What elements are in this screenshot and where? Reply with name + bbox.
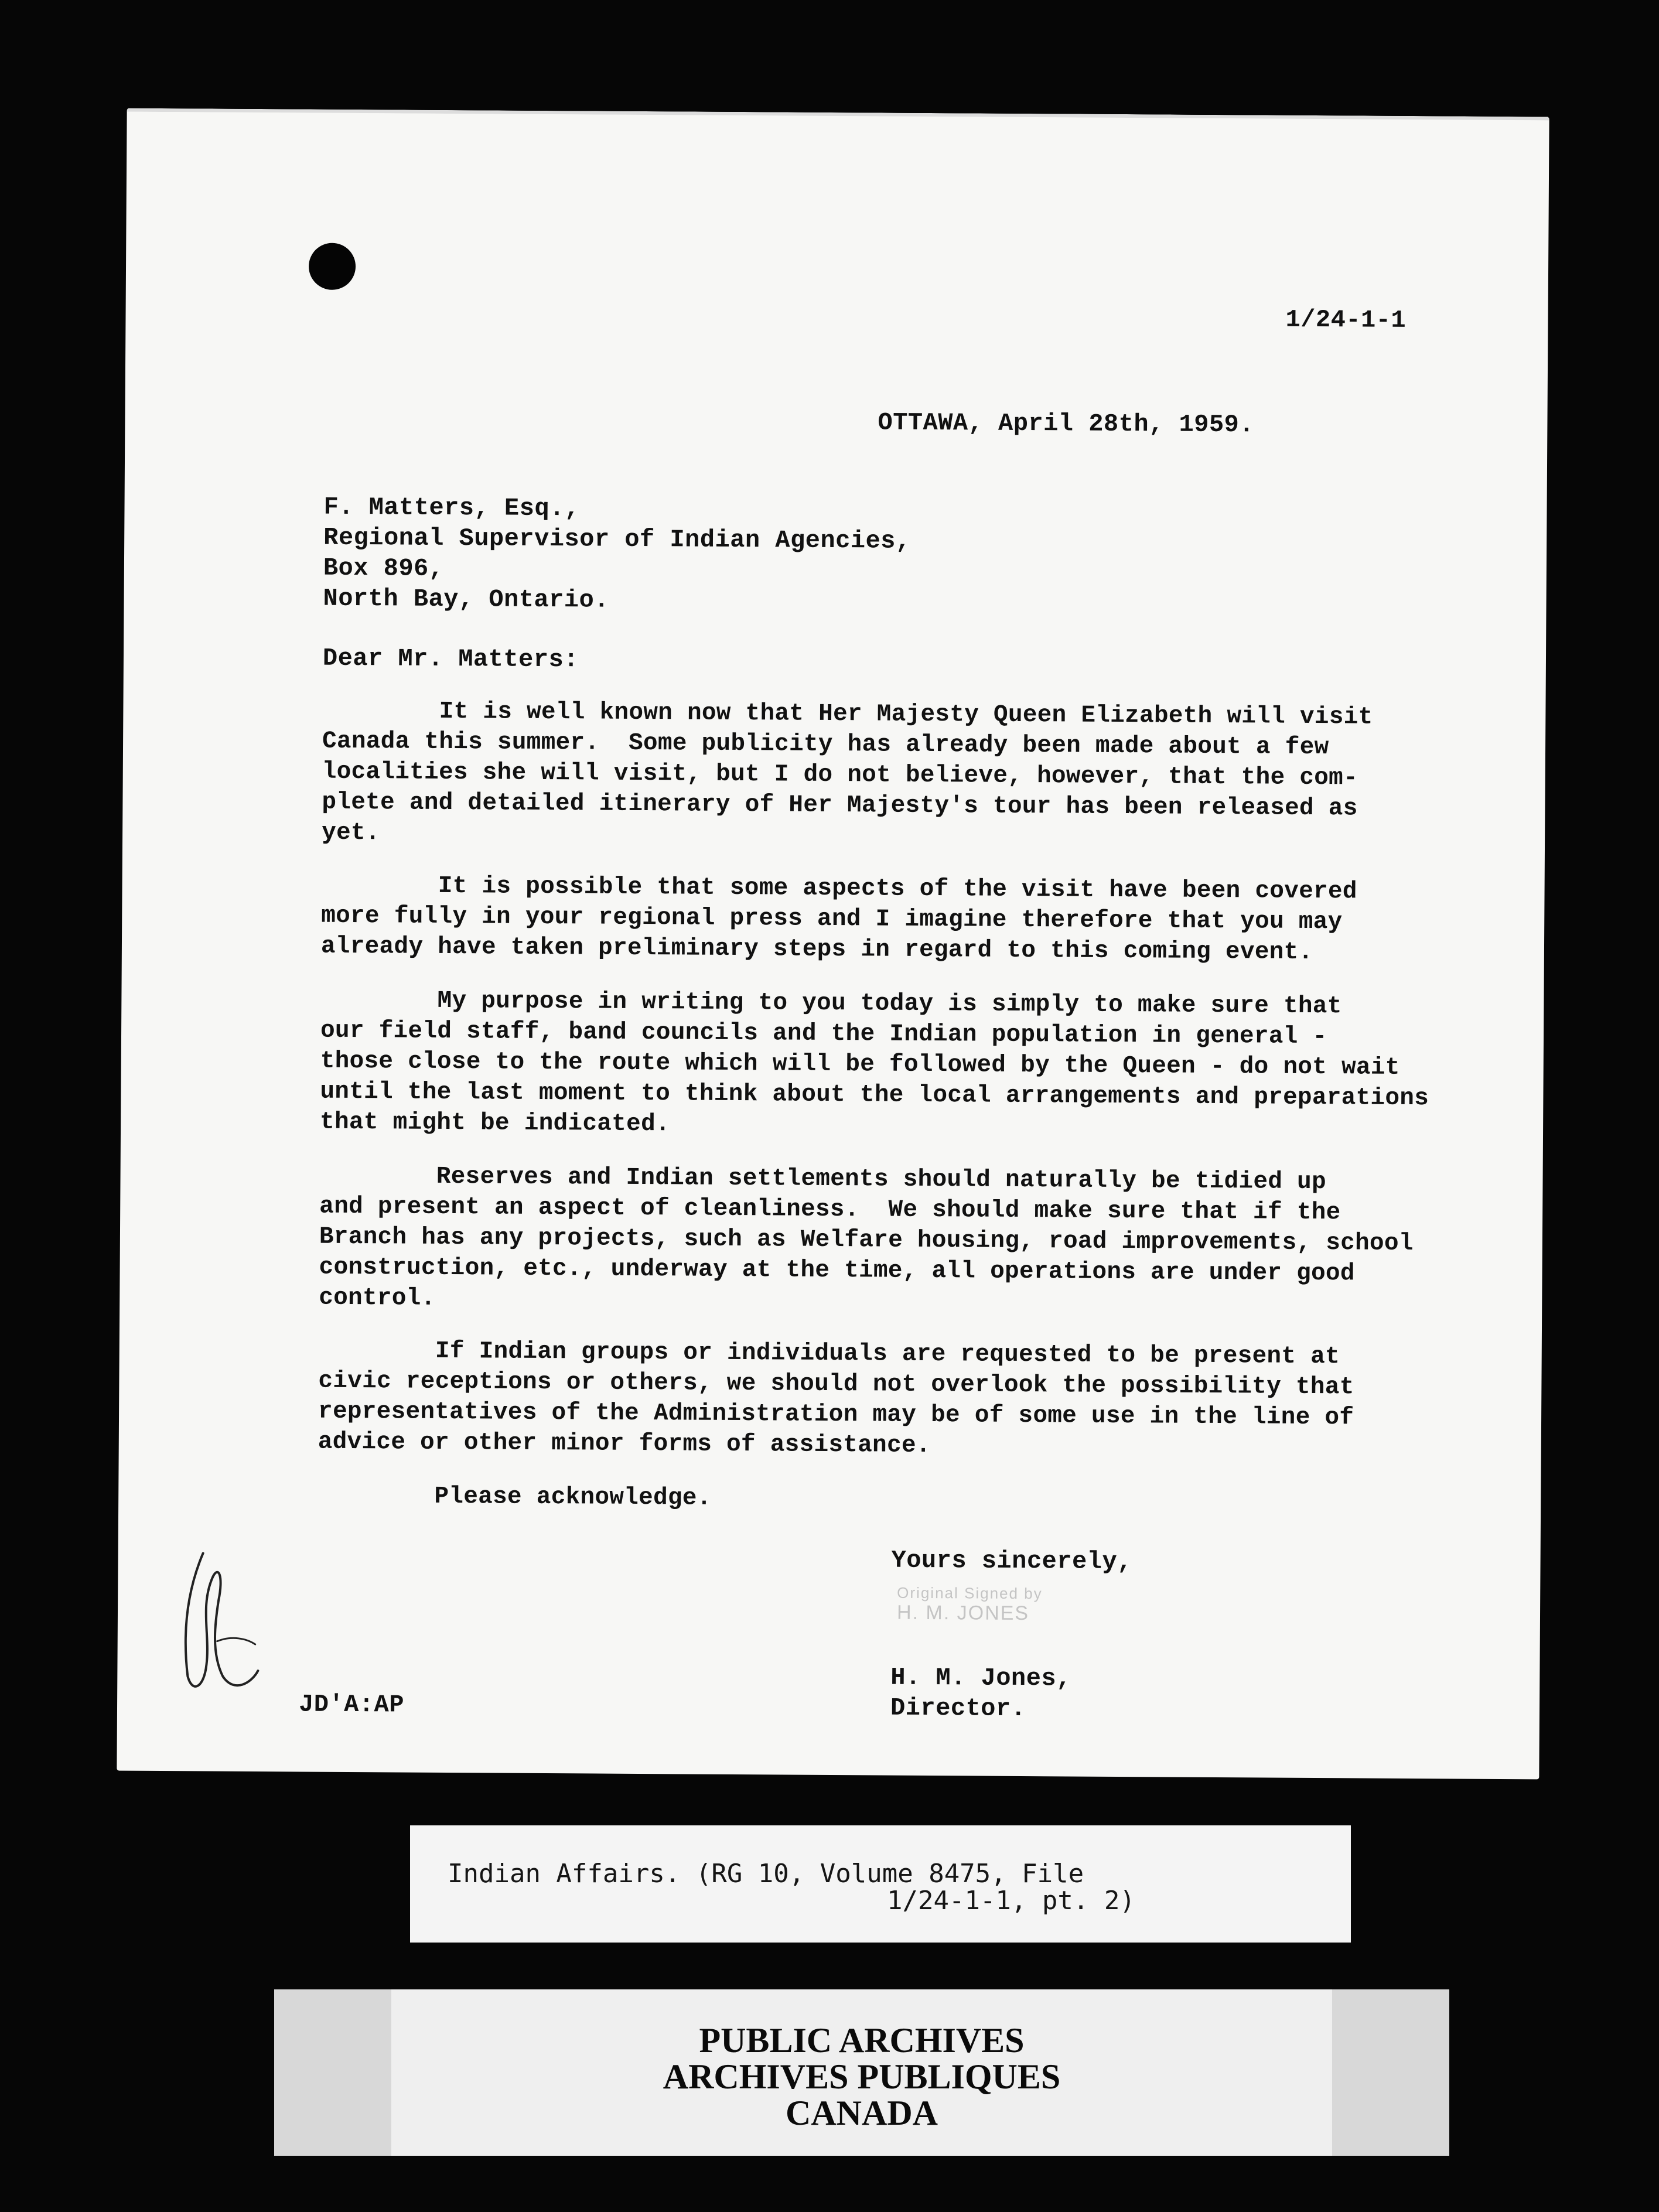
paragraph-line: more fully in your regional press and I imagine therefore that you may bbox=[321, 902, 1343, 936]
paragraph-line: already have taken preliminary steps in regard to this coming event. bbox=[320, 933, 1313, 967]
addressee-line: North Bay, Ontario. bbox=[323, 584, 610, 615]
archive-stamp-line: PUBLIC ARCHIVES bbox=[699, 2021, 1025, 2060]
archive-stamp-line: ARCHIVES PUBLIQUES bbox=[663, 2057, 1061, 2096]
paragraph-line: those close to the route which will be followed by the Queen - do not wait bbox=[320, 1047, 1400, 1081]
salutation: Dear Mr. Matters: bbox=[322, 644, 579, 674]
punch-hole bbox=[309, 243, 356, 290]
paragraph-line: Canada this summer. Some publicity has already been made about a few bbox=[322, 728, 1329, 762]
paragraph-line: My purpose in writing to you today is simply to make sure that bbox=[320, 986, 1342, 1020]
place-date: OTTAWA, April 28th, 1959. bbox=[878, 408, 1255, 439]
paragraph-line: representatives of the Administration may be of some use in the line of bbox=[318, 1398, 1354, 1432]
archive-stamp-line: CANADA bbox=[786, 2094, 938, 2132]
typist-initials: JD'A:AP bbox=[298, 1690, 405, 1719]
paragraph-line: Reserves and Indian settlements should naturally be tidied up bbox=[319, 1162, 1327, 1196]
closing: Yours sincerely, bbox=[891, 1546, 1132, 1576]
addressee-line: Box 896, bbox=[323, 554, 444, 583]
paragraph-line: until the last moment to think about the local arrangements and preparations bbox=[320, 1078, 1429, 1112]
signature-stamp: H. M. JONES bbox=[896, 1601, 1030, 1625]
paragraph-line: plete and detailed itinerary of Her Majesty's tour has been released as bbox=[322, 788, 1358, 822]
paragraph-line: If Indian groups or individuals are requested to be present at bbox=[318, 1337, 1340, 1371]
paragraph-line: Branch has any projects, such as Welfare housing, road improvements, school bbox=[319, 1223, 1414, 1258]
public-archives-stamp bbox=[274, 1989, 1449, 2156]
paragraph-line: yet. bbox=[321, 819, 380, 847]
signer-name: H. M. Jones, bbox=[890, 1663, 1071, 1693]
archive-reference-card bbox=[410, 1825, 1351, 1943]
paragraph-line: control. bbox=[319, 1284, 436, 1312]
paragraph-line: advice or other minor forms of assistance. bbox=[318, 1428, 931, 1460]
file-reference: 1/24-1-1 bbox=[1285, 305, 1407, 334]
addressee-line: Regional Supervisor of Indian Agencies, bbox=[323, 523, 911, 555]
paragraph-line: It is well known now that Her Majesty Queen Elizabeth will visit bbox=[322, 697, 1373, 731]
signature-stamp: Original Signed by bbox=[897, 1583, 1043, 1603]
archive-reference-line: Indian Affairs. (RG 10, Volume 8475, File bbox=[448, 1859, 1084, 1889]
archive-reference-line: 1/24-1-1, pt. 2) bbox=[887, 1886, 1135, 1916]
paragraph-line: construction, etc., underway at the time, all operations are under good bbox=[319, 1254, 1355, 1288]
paragraph-line: localities she will visit, but I do not believe, however, that the com- bbox=[322, 758, 1358, 792]
paragraph-line: It is possible that some aspects of the visit have been covered bbox=[321, 872, 1357, 906]
paragraph-line: and present an aspect of cleanliness. We should make sure that if the bbox=[319, 1193, 1341, 1227]
paragraph-line: that might be indicated. bbox=[319, 1108, 670, 1138]
handwritten-initials-signature bbox=[176, 1541, 265, 1700]
paragraph-line: our field staff, band councils and the Indian population in general - bbox=[320, 1017, 1327, 1051]
letter-page bbox=[117, 108, 1549, 1780]
addressee-line: F. Matters, Esq., bbox=[323, 493, 580, 523]
signer-title: Director. bbox=[890, 1694, 1026, 1723]
paragraph-line: civic receptions or others, we should not overlook the possibility that bbox=[318, 1367, 1354, 1401]
paragraph-line: Please acknowledge. bbox=[318, 1482, 712, 1512]
